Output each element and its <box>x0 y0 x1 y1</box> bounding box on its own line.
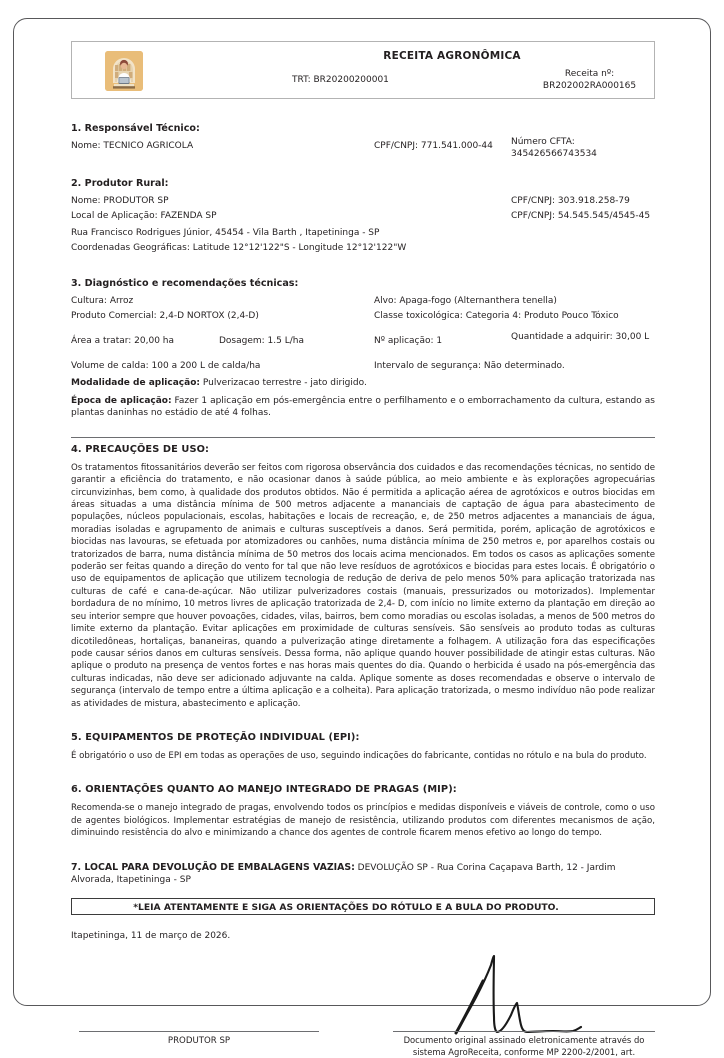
volume-de-calda: Volume de calda: 100 a 200 L de calda/ha <box>71 361 261 371</box>
cfta-label: Número CFTA: <box>511 137 575 147</box>
produto-row <box>71 311 655 326</box>
modalidade-label: Modalidade de aplicação: <box>71 378 200 388</box>
signature-rule-right <box>393 1031 655 1032</box>
section-6-title: 6. ORIENTAÇÕES QUANTO AO MANEJO INTEGRADO DE PRAGAS (MIP): <box>71 784 457 796</box>
section-3-title: 3. Diagnóstico e recomendações técnicas: <box>71 278 299 289</box>
section-7-row <box>71 862 655 887</box>
signature-left-label: PRODUTOR SP <box>167 1036 231 1047</box>
section-4-title: 4. PRECAUÇÕES DE USO: <box>71 443 210 455</box>
cfta-block <box>511 136 661 160</box>
section-7-body: DEVOLUÇÃO SP - Rua Corina Caçapava Barth, 12 - Jardim Alvorada, Itapetininga - SP <box>71 862 616 885</box>
produtor-nome: Nome: PRODUTOR SP <box>71 196 169 206</box>
section-4-body: Os tratamentos fitossanitários deverão ser feitos com rigorosa observância dos cuidados e das recomendações técnicas, no sentido de garantir a eficiência do tratamento, e não ocasionar danos à saúde pública, ao meio ambiente e às explorações agropecuárias circunvizinhas, bem como, à qualidade dos produtos obtidos. Não é permitida a aplicação aérea de agrotóxicos e outros biocidas em áreas situadas a uma distância mínima de 500 metros adjacente a mananciais de captação de água para abastecimento de populações, núcleos populacionais, escolas, habitações e locais de recreação, e, de 250 metros adjacentes a mananciais de água, moradias isoladas e agrupamento de animais e culturas susceptíveis a danos. Será permitida, porém, aplicação de agrotóxicos e biocidas nas lavouras, se efetuada por atomizadores ou canhões, numa distância mínima de 250 metros e, por aparelhos costais ou tratorizados de barra, numa distância mínima de 50 metros dos locais acima mencionados. Em todos os casos as aplicações somente poderão ser feitas quando a direção do vento for tal que não leve resíduos de agrotóxicos e biocidas para estes locais. É obrigatório o uso de equipamentos de aplicação que utilizem tecnologia de redução de deriva de pelo menos 50% para aplicação tratorizada nas culturas de café e cana-de-açúcar. Não utilizar pulverizadores costais (manuais, pressurizados ou motorizados). Implementar bordadura de no mínimo, 10 metros livres de aplicação tratorizada de 2,4- D, com início no limite externo da plantação em direção ao seu interior sempre que houver povoações, cidades, vilas, bairros, bem como moradias ou escolas isoladas, a menos de 500 metros do limite externo da plantação. Evitar aplicações em proximidade de culturas sensíveis. São sensíveis ao produto todas as culturas dicotiledôneas, hortaliças, bananeiras, quando a pulverização atinge diretamente a folhagem. A utilização fora das especificações pode causar sérios danos em culturas sensíveis. Dessa forma, não aplique quando houver possibilidade de atingir estas culturas. Não aplique o produto na presença de ventos fortes e nas horas mais quentes do dia. Quando o herbicida é usado na pós-emergência das culturas indicadas, não deve ser adicionado adjuvante na calda. Aplique somente as doses recomendadas e observe o intervalo de segurança (intervalo de tempo entre a última aplicação e a colheita). Para aplicação tratorizada, o mesmo indivíduo não pode realizar as atividades de mistura, abastecimento e aplicação. <box>71 462 655 709</box>
alvo: Alvo: Apaga-fogo (Alternanthera tenella) <box>374 296 557 306</box>
agronomist-at-desk-logo-icon <box>105 51 143 91</box>
signature-rule-left <box>79 1031 319 1032</box>
local-aplicacao: Local de Aplicação: FAZENDA SP <box>71 211 217 221</box>
quantidade-a-adquirir: Quantidade a adquirir: 30,00 L <box>511 332 650 342</box>
page-title: RECEITA AGRONÔMICA <box>383 50 521 62</box>
section-2-title: 2. Produtor Rural: <box>71 178 169 189</box>
handwritten-signature-icon <box>393 955 593 1039</box>
local-cpf-cnpj: CPF/CNPJ: 54.545.545/4545-45 <box>511 211 651 221</box>
signature-right-label: Documento original assinado eletronicamente através do sistema AgroReceita, conforme MP 2200-2/2001, art. <box>403 1035 645 1057</box>
cfta-value: 345426566743534 <box>511 149 597 159</box>
tecnico-nome: Nome: TECNICO AGRICOLA <box>71 141 194 151</box>
document-page <box>13 18 711 1057</box>
section-5-title: 5. EQUIPAMENTOS DE PROTEÇÃO INDIVIDUAL (EPI): <box>71 731 360 743</box>
section-7-title: 7. LOCAL PARA DEVOLUÇÃO DE EMBALAGENS VAZIAS: <box>71 861 355 873</box>
coordenadas-geograficas: Coordenadas Geográficas: Latitude 12°12'122"S - Longitude 12°12'122"W <box>71 243 407 253</box>
produtor-cpf-cnpj: CPF/CNPJ: 303.918.258-79 <box>511 196 630 206</box>
classe-toxicologica: Classe toxicológica: Categoria 4: Produto Pouco Tóxico <box>374 311 619 321</box>
area-a-tratar: Área a tratar: 20,00 ha <box>71 336 175 346</box>
modalidade-value: Pulverizacao terrestre - jato dirigido. <box>202 378 367 388</box>
produto-comercial: Produto Comercial: 2,4-D NORTOX (2,4-D) <box>71 311 259 321</box>
dosagem: Dosagem: 1.5 L/ha <box>219 336 304 346</box>
document-body <box>71 41 655 1055</box>
receita-number-block <box>527 68 652 92</box>
section-1-row <box>71 137 655 159</box>
endereco: Rua Francisco Rodrigues Júnior, 45454 - Vila Barth , Itapetininga - SP <box>71 228 380 238</box>
section-1-title: 1. Responsável Técnico: <box>71 123 200 134</box>
receita-number-value: BR202002RA000165 <box>542 81 637 91</box>
trt-number: TRT: BR20200200001 <box>292 75 389 85</box>
cultura-row <box>71 296 655 311</box>
tecnico-cpf-cnpj: CPF/CNPJ: 771.541.000-44 <box>374 141 493 151</box>
warning-text: *LEIA ATENTAMENTE E SIGA AS ORIENTAÇÕES DO RÓTULO E A BULA DO PRODUTO. <box>133 902 559 914</box>
warning-box <box>71 898 655 915</box>
section-5-body: É obrigatório o uso de EPI em todas as operações de uso, seguindo indicações do fabricante, contidas no rótulo e na bula do produto. <box>71 750 647 761</box>
cultura: Cultura: Arroz <box>71 296 134 306</box>
modalidade-aplicacao-row <box>71 376 655 391</box>
volume-intervalo-row <box>71 361 655 376</box>
epoca-value: Fazer 1 aplicação em pós-emergência entre o perfilhamento e o emborrachamento da cultura, estando as plantas daninhas no estádio de até 4 folhas. <box>71 396 655 419</box>
numero-aplicacao: Nº aplicação: 1 <box>374 336 443 346</box>
epoca-label: Época de aplicação: <box>71 396 172 406</box>
document-header-box <box>71 41 655 99</box>
signature-area <box>71 969 655 1055</box>
document-date: Itapetininga, 11 de março de 2026. <box>71 931 231 942</box>
produtor-nome-row <box>71 196 655 211</box>
section-4-divider <box>71 437 655 438</box>
local-aplicacao-row <box>71 211 655 226</box>
area-dosagem-row <box>71 332 655 351</box>
epoca-aplicacao-row <box>71 395 655 420</box>
section-6-body: Recomenda-se o manejo integrado de pragas, envolvendo todos os princípios e medidas disponíveis e viáveis de controle, como o uso de agentes biológicos. Implementar estratégias de manejo de resistência, utilizando produtos com diferentes mecanismos de ação, diminuindo resistência do alvo e minimizando a chance dos agentes de controle ficarem menos efetivo ao longo do tempo. <box>71 803 655 839</box>
receita-number-label: Receita nº: <box>564 69 615 79</box>
intervalo-seguranca: Intervalo de segurança: Não determinado. <box>374 361 565 371</box>
